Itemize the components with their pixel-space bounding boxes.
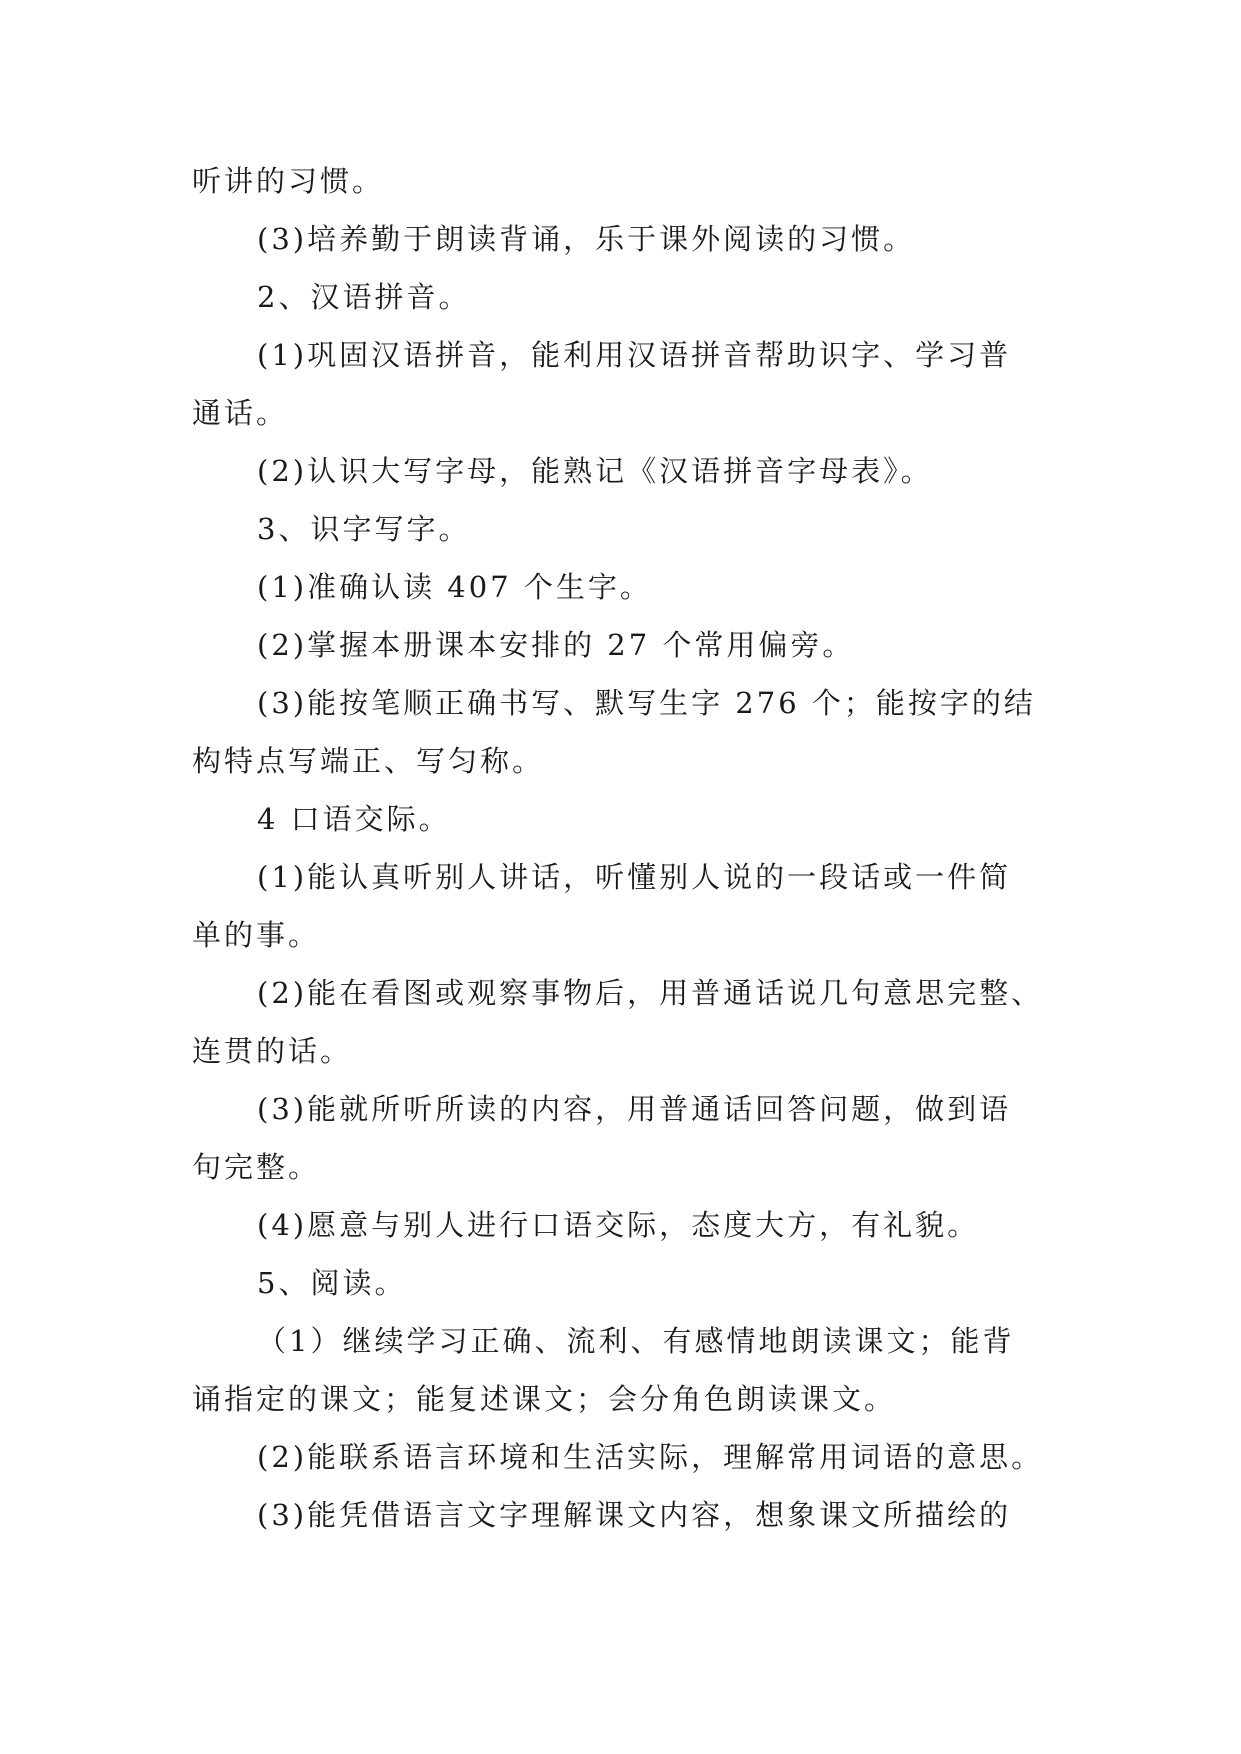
- text-line: (1)巩固汉语拼音，能利用汉语拼音帮助识字、学习普: [257, 338, 1012, 372]
- text-line: (2)能在看图或观察事物后，用普通话说几句意思完整、: [257, 976, 1044, 1010]
- text-line: (2)能联系语言环境和生活实际，理解常用词语的意思。: [257, 1440, 1044, 1474]
- text-line: (1)准确认读 407 个生字。: [257, 570, 652, 604]
- section-heading: 2、汉语拼音。: [257, 280, 471, 314]
- text-line: (2)认识大写字母，能熟记《汉语拼音字母表》。: [257, 454, 933, 488]
- text-line: (3)培养勤于朗读背诵，乐于课外阅读的习惯。: [257, 222, 916, 256]
- text-line: (3)能按笔顺正确书写、默写生字 276 个；能按字的结: [257, 686, 1036, 720]
- text-line: 通话。: [192, 396, 289, 430]
- document-body: [192, 152, 1072, 1544]
- text-line: 构特点写端正、写匀称。: [192, 744, 545, 778]
- text-line: (1)能认真听别人讲话，听懂别人说的一段话或一件简: [257, 860, 1012, 894]
- section-heading: 3、识字写字。: [257, 512, 471, 546]
- text-line: (3)能凭借语言文字理解课文内容，想象课文所描绘的: [257, 1498, 1012, 1532]
- text-line: 句完整。: [192, 1150, 321, 1184]
- text-line: 连贯的话。: [192, 1034, 353, 1068]
- text-line: (2)掌握本册课本安排的 27 个常用偏旁。: [257, 628, 855, 662]
- text-line: (4)愿意与别人进行口语交际，态度大方，有礼貌。: [257, 1208, 980, 1242]
- text-line: 听讲的习惯。: [192, 164, 385, 198]
- text-line: 诵指定的课文；能复述课文；会分角色朗读课文。: [192, 1382, 897, 1416]
- section-heading: 4 口语交际。: [257, 802, 451, 836]
- text-line: (3)能就所听所读的内容，用普通话回答问题，做到语: [257, 1092, 1012, 1126]
- section-heading: 5、阅读。: [257, 1266, 407, 1300]
- text-line: （1）继续学习正确、流利、有感情地朗读课文；能背: [257, 1324, 1015, 1358]
- text-line: 单的事。: [192, 918, 321, 952]
